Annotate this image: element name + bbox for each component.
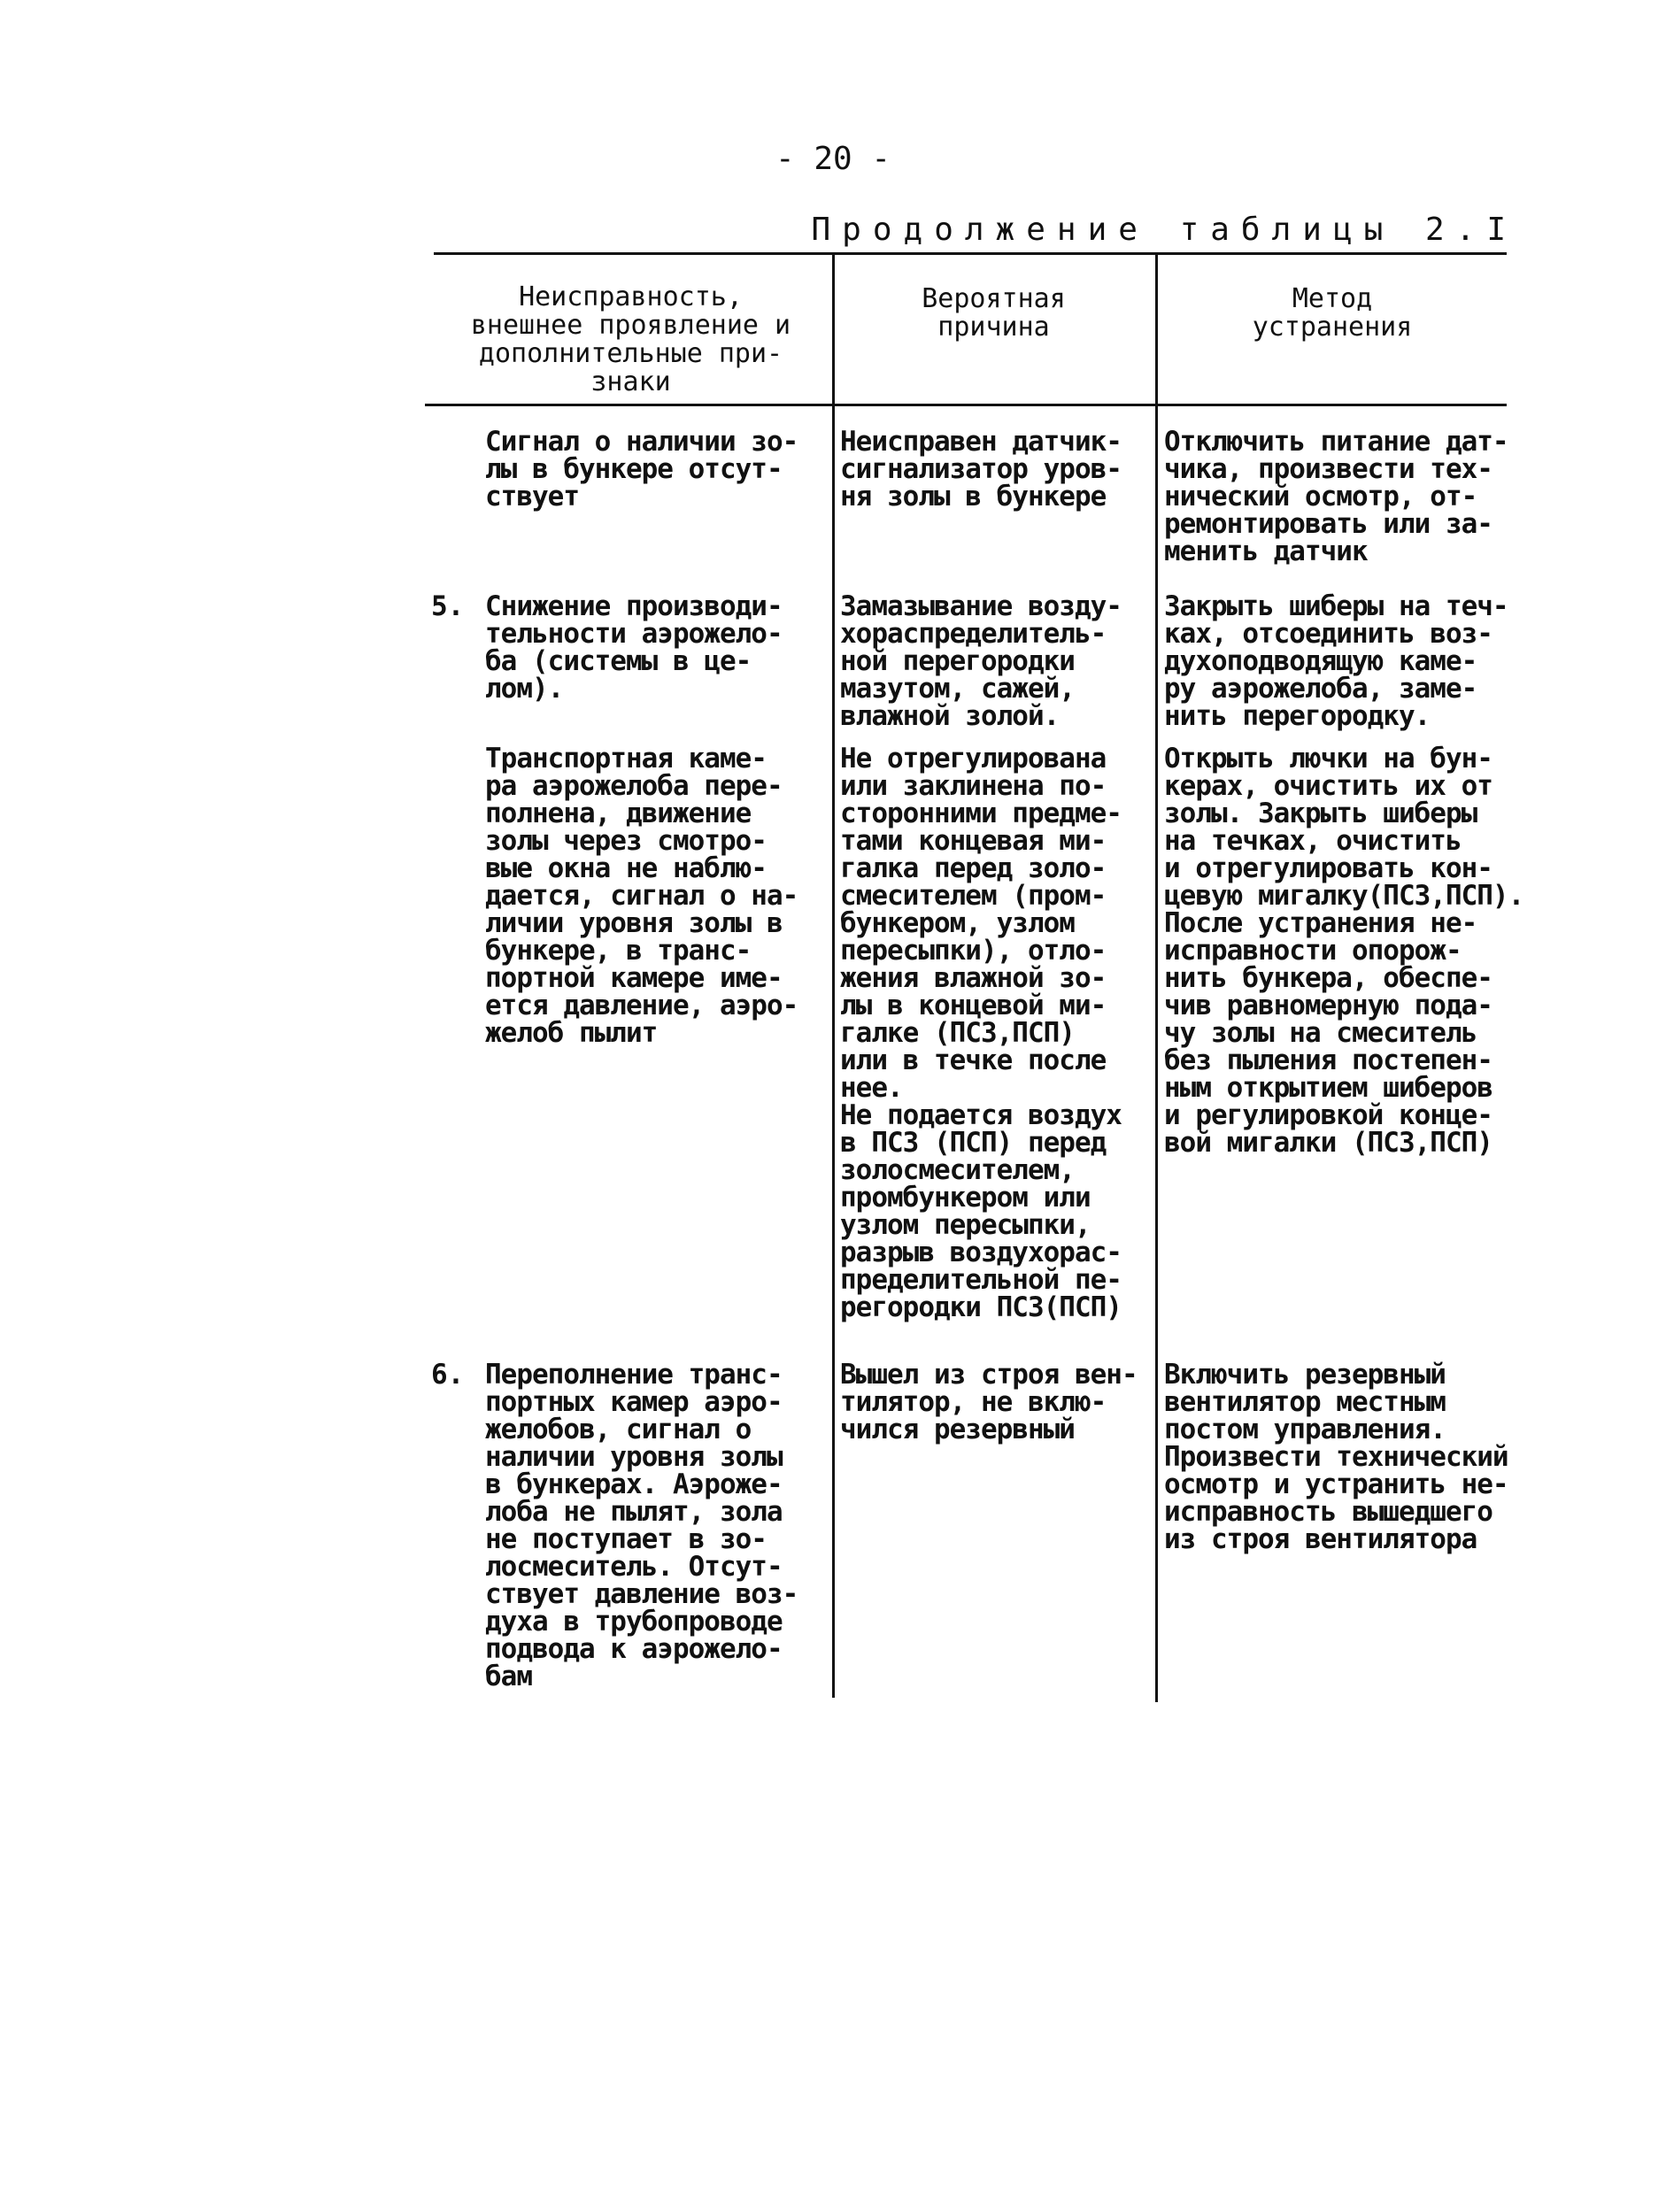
table-top-rule	[434, 252, 1507, 255]
column-divider-2	[1155, 255, 1158, 1702]
row-0-fault: Сигнал о наличии зо- лы в бункере отсут- ствует	[485, 426, 798, 513]
row-0-remedy: Отключить питание дат- чика, произвести тех- нический осмотр, от- ремонтировать или за- менить датчик	[1164, 426, 1508, 567]
row-0-cause: Неисправен датчик- сигнализатор уров- ня золы в бункере	[840, 426, 1122, 513]
row-1-cause: Замазывание возду- хораспределитель- ной перегородки мазутом, сажей, влажной золой.	[840, 590, 1122, 732]
row-1-number: 5.	[431, 590, 465, 622]
row-3-number: 6.	[431, 1359, 465, 1391]
row-2-cause: Не отрегулирована или заклинена по- сторонними предме- тами концевая ми- галка перед золо- смесителем (пром- бункером, узлом пересыпки), отло- жения влажной зо- лы в концевой ми- галке (ПСЗ,ПСП) или в течке после нее. Не подается воздух в ПСЗ (ПСП) перед золосмесителем, промбункером или узлом пересыпки, разрыв воздухорас- пределительной пе- регородки ПСЗ(ПСП)	[840, 743, 1122, 1323]
table-continuation-label: Продолжение таблицы 2.I	[811, 212, 1517, 248]
row-1-fault: Снижение производи- тельности аэрожело- ба (системы в це- лом).	[485, 590, 783, 705]
row-3-fault: Переполнение транс- портных камер аэро- желобов, сигнал о наличии уровня золы в бункерах. Аэроже- лоба не пылят, зола не поступает в зо- лосмеситель. Отсут- ствует давление воз- духа в трубопроводе подвода к аэрожело- бам	[485, 1359, 798, 1692]
header-remedy: Метод устранения	[1252, 283, 1413, 343]
row-3-cause: Вышел из строя вен- тилятор, не вклю- чился резервный	[840, 1359, 1138, 1445]
row-2-fault: Транспортная каме- ра аэрожелоба пере- полнена, движение золы через смотро- вые окна не наблю- дается, сигнал о на- личии уровня золы в бункере, в транс- портной камере име- ется давление, аэро- желоб пылит	[485, 743, 798, 1049]
header-fault: Неисправность, внешнее проявление и дополнительные при- знаки	[470, 281, 791, 397]
row-1-remedy: Закрыть шиберы на теч- ках, отсоединить воз- духоподводящую каме- ру аэрожелоба, заме- нить перегородку.	[1164, 590, 1508, 732]
table-header-rule	[425, 404, 1507, 406]
column-divider-1	[832, 255, 835, 1698]
page-number: - 20 -	[775, 141, 891, 177]
header-cause: Вероятная причина	[922, 283, 1066, 343]
row-2-remedy: Открыть лючки на бун- керах, очистить их от золы. Закрыть шиберы на течках, очистить и отрегулировать кон- цевую мигалку(ПСЗ,ПСП). После устранения не- исправности опорож- нить бункера, обеспе- чив равномерную пода- чу золы на смеситель без пыления постепен- ным открытием шиберов и регулировкой конце- вой мигалки (ПСЗ,ПСП)	[1164, 743, 1524, 1159]
row-3-remedy: Включить резервный вентилятор местным постом управления. Произвести технический осмотр и устранить не- исправность вышедшего из строя вентилятора	[1164, 1359, 1508, 1555]
